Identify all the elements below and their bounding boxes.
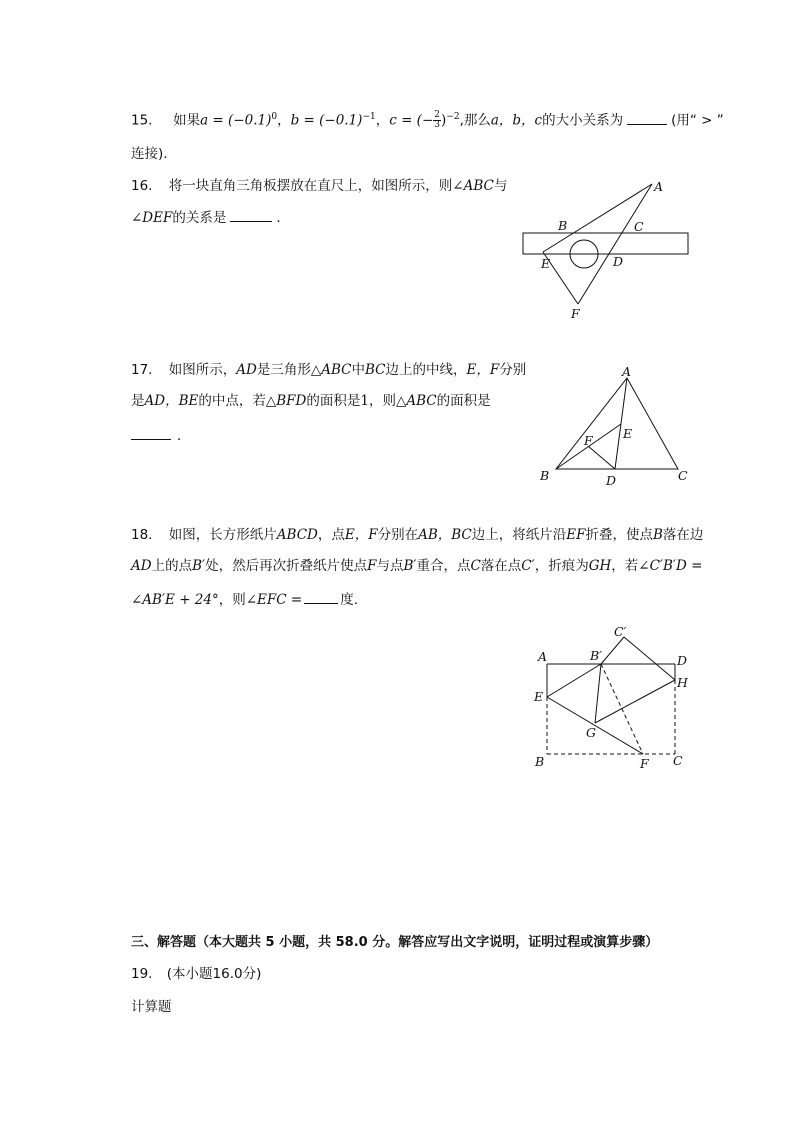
q15-b-expr: b = (−0.1) (290, 112, 363, 129)
label-D: D (613, 254, 624, 269)
segment-fd (588, 446, 615, 469)
triangle-abc (556, 378, 678, 469)
fraction-numerator: 2 (434, 110, 440, 120)
q16-text: ． (276, 210, 290, 226)
q18-text: ，折痕为 (534, 558, 589, 574)
label-B: B (558, 218, 568, 233)
q18-text: 分别在 (377, 527, 419, 543)
q18-text: 上的点 (151, 558, 193, 574)
label-A: A (622, 364, 632, 379)
q18-text: 落在边 (662, 527, 704, 543)
section-heading: 三、解答题（本大题共 5 小题，共 58.0 分。解答应写出文字说明，证明过程或演算步骤） (131, 935, 659, 950)
q17-line-3 (131, 426, 191, 445)
q15-c-exp: −2 (446, 112, 460, 122)
label-H: H (677, 675, 688, 690)
label-B: B (540, 468, 550, 483)
q18-math: C′ (521, 558, 535, 574)
q18-math: B′ (403, 558, 417, 574)
q18-math: C (470, 558, 481, 574)
label-F: F (584, 433, 593, 448)
q17-text: 的面积是 (306, 393, 361, 409)
median-ad (615, 378, 627, 469)
label-B-prime: B′ (590, 648, 603, 663)
q17-math: △ABC (310, 362, 352, 378)
triangle-side-ef (543, 252, 578, 304)
q15-sep: ， (277, 112, 291, 129)
fraction-denominator: 3 (434, 120, 440, 130)
q17-text: 是三角形 (256, 362, 311, 378)
q17-text: 分别 (499, 362, 527, 378)
label-A: A (654, 179, 664, 194)
q17-line-2 (131, 392, 491, 410)
q18-text: 落在点 (480, 558, 522, 574)
q18-math: ∠AB′E + 24° (131, 592, 219, 608)
triangle-side-af (578, 184, 652, 304)
segment-b-prime-c-prime (601, 637, 624, 664)
q17-math: AD (236, 362, 257, 378)
q18-math: B (653, 527, 663, 543)
crease-gh (595, 680, 675, 723)
label-E: E (541, 256, 551, 271)
q15-fraction (433, 111, 441, 130)
q15-text: 如果 (173, 112, 201, 129)
q15-paren: ) (441, 112, 447, 129)
q17-math: △ABC (395, 393, 437, 409)
q18-math: F (367, 558, 377, 574)
segment-be (556, 424, 621, 469)
q15-number: 15. (131, 112, 153, 129)
q15-a-expr: a = (−0.1) (200, 112, 272, 129)
q18-math: ∠C′B′D = (638, 558, 703, 574)
q17-text: 的中点，若 (198, 393, 266, 409)
q19-line-1 (131, 965, 261, 983)
segment-b-prime-f-dashed (601, 664, 643, 754)
q18-line-1 (131, 526, 703, 544)
segment-c-prime-h (624, 637, 675, 680)
label-A: A (538, 649, 548, 664)
q18-math: GH (588, 558, 612, 574)
ruler-hole (570, 240, 598, 268)
q16-line-1 (131, 177, 507, 195)
q17-text: ． (177, 428, 191, 444)
q17-text: 中 (351, 362, 365, 378)
ruler (523, 233, 688, 254)
q16-text: 与 (493, 178, 508, 194)
q18-math: ABCD (276, 527, 318, 543)
q15-text: (用“ > ” (671, 112, 724, 129)
label-B: B (535, 754, 545, 769)
label-C: C (678, 468, 688, 483)
q16-answer-blank[interactable] (230, 208, 272, 222)
edge-eb-prime (547, 664, 601, 697)
label-C: C (634, 219, 644, 234)
q18-text: ，点 (317, 527, 345, 543)
q16-text: 将一块直角三角板摆放在直尺上，如图所示，则 (168, 178, 453, 194)
q17-text: 的面积是 (436, 393, 491, 409)
q19-title: 计算题 (131, 999, 172, 1015)
q18-text: ，则 (218, 592, 246, 608)
label-D: D (606, 473, 617, 488)
label-C-prime: C′ (614, 624, 627, 639)
triangle-side-ae (543, 184, 652, 252)
q18-text: 重合，点 (416, 558, 471, 574)
q18-text: 处，然后再次折叠纸片使点 (205, 558, 368, 574)
crease-ef (547, 697, 643, 754)
q15-line-1 (131, 108, 724, 130)
q15-c-lhs: c = (− (389, 112, 434, 129)
q17-math: △BFD (265, 393, 307, 409)
q17-math: AD，BE (144, 393, 199, 409)
q18-line-2 (131, 557, 702, 575)
q15-answer-blank[interactable] (627, 111, 667, 125)
segment-b-prime-g (595, 664, 601, 723)
label-F: F (571, 306, 580, 321)
q18-text: ，若 (611, 558, 639, 574)
q15-a-exp: 0 (271, 112, 278, 122)
label-G: G (586, 725, 596, 740)
q17-text: 如图所示， (168, 362, 237, 378)
q19-score: (本小题16.0分) (166, 966, 262, 982)
q18-math: EF (566, 527, 586, 543)
q18-math: AB，BC (418, 527, 472, 543)
q16-angle-def: ∠DEF (131, 210, 173, 226)
q17-text: 边上的中线， (385, 362, 467, 378)
q18-text: 边上，将纸片沿 (471, 527, 567, 543)
q18-answer-blank[interactable] (304, 590, 338, 604)
q17-text: 是 (131, 393, 145, 409)
q15-sep: ， (375, 112, 390, 129)
q17-number: 17. (131, 362, 153, 378)
q18-text: 折叠，使点 (585, 527, 653, 543)
q15-text: ,那么 (459, 112, 491, 129)
q18-math: AD (131, 558, 152, 574)
q15-b-exp: −1 (362, 112, 376, 122)
q18-text: 如图，长方形纸片 (168, 527, 277, 543)
q18-text: 与点 (376, 558, 404, 574)
label-F: F (640, 756, 649, 771)
q18-line-3 (131, 590, 358, 609)
q17-line-1 (131, 361, 526, 379)
q15-vars: a，b，c (490, 112, 543, 129)
label-E: E (623, 426, 633, 441)
q16-text: 的关系是 (172, 210, 227, 226)
q15-text: 的大小关系为 (542, 112, 624, 129)
q17-math: BC (365, 362, 386, 378)
q18-math: B′ (192, 558, 206, 574)
q17-text: ，则 (368, 393, 396, 409)
q15-line-2: 连接). (131, 146, 168, 162)
q16-number: 16. (131, 178, 153, 194)
q17-math: 1 (360, 393, 369, 409)
label-C: C (673, 753, 683, 768)
q18-number: 18. (131, 527, 153, 543)
label-E: E (534, 689, 544, 704)
q17-answer-blank[interactable] (131, 426, 171, 440)
q17-math: E，F (466, 362, 500, 378)
q19-number: 19. (131, 966, 153, 982)
q18-math: E，F (344, 527, 378, 543)
label-D: D (677, 653, 688, 668)
q18-math: ∠EFC = (245, 592, 303, 608)
q16-line-2 (131, 208, 290, 227)
q16-angle-abc: ∠ABC (452, 178, 494, 194)
q18-text: 度. (340, 592, 358, 608)
